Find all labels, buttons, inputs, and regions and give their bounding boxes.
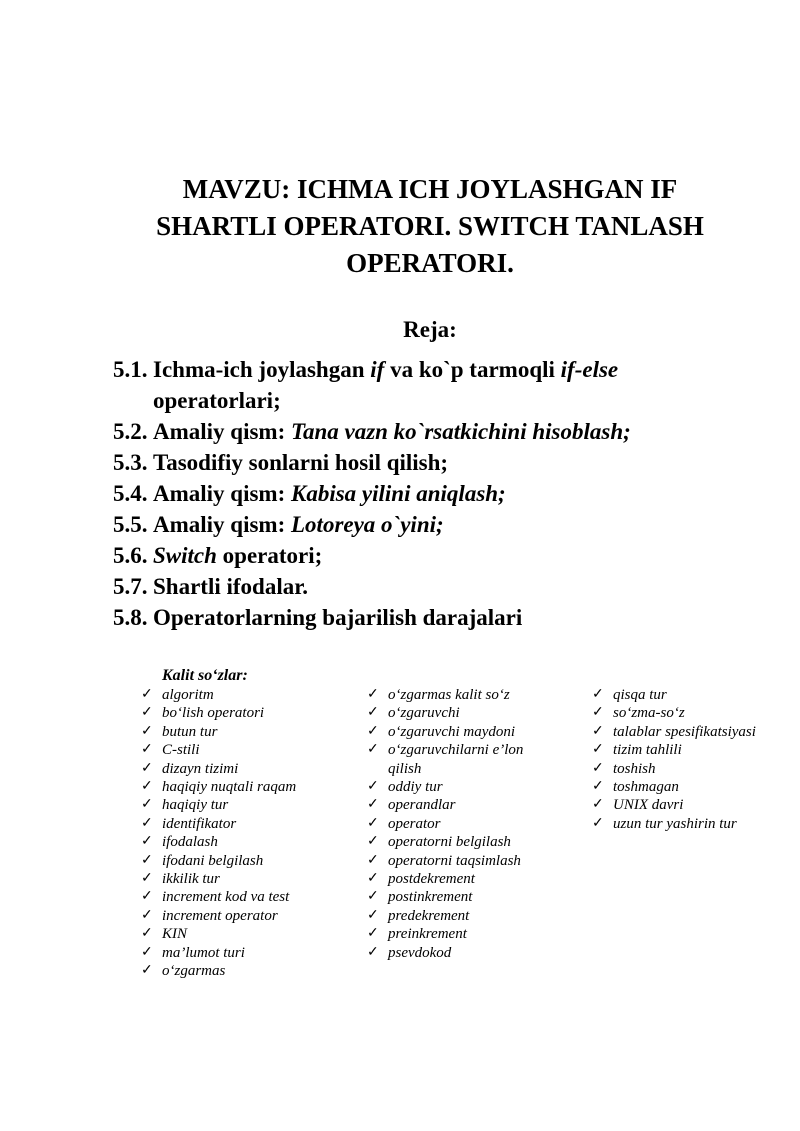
check-icon: ✓ [141,834,153,850]
plan-item-text [153,540,733,571]
check-icon: ✓ [592,815,604,831]
keyword-text: ifodani belgilash [162,852,264,869]
keyword-text: postinkrement [388,889,473,906]
plan-item-segment: Shartli ifodalar. [153,574,309,599]
keyword-text: o‘zgaruvchi maydoni [388,723,516,740]
plan-item-emphasis: Kabisa yilini aniqlash; [291,481,506,506]
plan-item-emphasis: if [370,357,385,382]
keyword-text: psevdokod [388,944,452,961]
check-icon: ✓ [141,705,153,721]
keyword-text: predekrement [388,907,470,924]
plan-item-text [153,509,733,540]
check-icon: ✓ [367,907,379,923]
plan-item [113,447,733,478]
plan-item-number: 5.7. [113,574,148,599]
keyword-item [138,760,308,778]
check-icon: ✓ [141,944,153,960]
plan-item-number: 5.5. [113,512,148,537]
plan-item-segment: Amaliy qism: [153,419,291,444]
plan-item-segment: operatori; [216,543,323,568]
check-icon: ✓ [367,687,379,702]
keyword-item [364,888,524,906]
check-icon: ✓ [367,723,379,739]
plan-item-emphasis: Lotoreya o`yini; [291,512,444,537]
check-icon: ✓ [592,760,604,776]
check-icon: ✓ [592,687,604,702]
keyword-item [364,815,524,833]
check-icon: ✓ [141,815,153,831]
keyword-item [364,778,524,796]
keyword-item [138,870,308,888]
plan-item [113,540,733,571]
plan-item-number: 5.8. [113,605,148,630]
keyword-item [589,741,759,759]
check-icon: ✓ [141,797,153,813]
plan-item [113,354,733,416]
keyword-text: increment kod va test [162,889,290,906]
keyword-text: operandlar [388,797,456,814]
keyword-text: o‘zgaruvchi [388,705,460,722]
check-icon: ✓ [141,926,153,942]
plan-item-segment: va ko`p tarmoqli [384,357,561,382]
keyword-text: so‘zma-so‘z [613,705,685,722]
keyword-item [364,944,524,962]
plan-item [113,416,733,447]
check-icon: ✓ [367,742,379,758]
keyword-text: algoritm [162,687,214,703]
check-icon: ✓ [592,705,604,721]
keyword-text: bo‘lish operatori [162,705,265,722]
keyword-text: uzun tur yashirin tur [613,815,737,832]
check-icon: ✓ [367,705,379,721]
keyword-text: preinkrement [388,926,467,943]
keyword-item [138,796,308,814]
check-icon: ✓ [141,760,153,776]
check-icon: ✓ [592,797,604,813]
check-icon: ✓ [367,871,379,887]
keyword-item [589,760,759,778]
keyword-item [138,723,308,741]
keyword-text: dizayn tizimi [162,760,239,777]
keyword-text: operator [388,815,441,832]
plan-item-segment: Amaliy qism: [153,481,291,506]
plan-item [113,478,733,509]
plan-item-text [153,478,733,509]
keyword-item [138,778,308,796]
plan-item [113,509,733,540]
check-icon: ✓ [592,723,604,739]
keyword-item [364,925,524,943]
check-icon: ✓ [141,852,153,868]
plan-item-number: 5.6. [113,543,148,568]
keyword-item [589,778,759,796]
check-icon: ✓ [367,779,379,795]
keyword-text: operatorni taqsimlash [388,852,521,869]
keywords-heading: Kalit so‘zlar: [162,667,248,684]
keyword-item [138,686,308,704]
keyword-item [138,833,308,851]
plan-item-number: 5.3. [113,450,148,475]
check-icon: ✓ [141,723,153,739]
keyword-item [138,741,308,759]
keyword-text: o‘zgarmas [162,963,226,980]
plan-item-segment: Operatorlarning bajarilish darajalari [153,605,523,630]
keyword-text: ifodalash [162,834,218,851]
keyword-item [364,833,524,851]
keyword-item [364,796,524,814]
keyword-text: toshish [613,760,656,777]
check-icon: ✓ [367,889,379,905]
keywords-column-2 [364,686,524,962]
check-icon: ✓ [141,907,153,923]
keyword-text: haqiqiy tur [162,797,229,814]
check-icon: ✓ [367,944,379,960]
keyword-text: qisqa tur [613,687,667,703]
keyword-text: o‘zgaruvchilarni e’lon qilish [388,742,524,777]
keyword-item [589,796,759,814]
plan-item-segment: Amaliy qism: [153,512,291,537]
keyword-item [364,741,524,778]
keyword-item [364,723,524,741]
keyword-item [138,704,308,722]
keyword-text: C-stili [162,742,200,759]
keyword-item [138,907,308,925]
keyword-text: increment operator [162,907,278,924]
keyword-text: identifikator [162,815,237,832]
keyword-item [589,815,759,833]
check-icon: ✓ [367,834,379,850]
keyword-text: ikkilik tur [162,871,220,888]
plan-item-text [153,571,733,602]
keyword-item [364,852,524,870]
keyword-item [138,815,308,833]
keyword-text: postdekrement [388,871,475,888]
plan-item-emphasis: if-else [560,357,619,382]
keyword-text: haqiqiy nuqtali raqam [162,779,297,796]
keyword-text: o‘zgarmas kalit so‘z [388,687,510,703]
keyword-item [364,870,524,888]
keyword-item [364,907,524,925]
keyword-text: tizim tahlili [613,742,682,759]
keyword-item [138,852,308,870]
plan-list [113,354,733,633]
plan-item [113,602,733,633]
keyword-item [138,925,308,943]
keyword-item [364,686,524,704]
plan-item-number: 5.2. [113,419,148,444]
keyword-item [589,723,759,741]
keyword-item [138,888,308,906]
keyword-text: butun tur [162,723,218,740]
check-icon: ✓ [141,889,153,905]
keyword-item [589,686,759,704]
check-icon: ✓ [367,797,379,813]
keyword-text: operatorni belgilash [388,834,511,851]
check-icon: ✓ [141,742,153,758]
keyword-text: talablar spesifikatsiyasi [613,723,756,740]
check-icon: ✓ [141,963,153,979]
plan-item-segment: Ichma-ich joylashgan [153,357,371,382]
plan-item [113,571,733,602]
plan-heading: Reja: [403,317,457,342]
check-icon: ✓ [141,687,153,702]
check-icon: ✓ [367,852,379,868]
page-title: MAVZU: ICHMA ICH JOYLASHGAN IF SHARTLI OPERATORI. SWITCH TANLASH OPERATORI. [156,174,704,278]
keyword-text: UNIX davri [613,797,684,814]
check-icon: ✓ [141,871,153,887]
plan-item-text [153,447,733,478]
keywords-column-1 [138,686,308,981]
check-icon: ✓ [592,742,604,758]
plan-item-text [153,602,733,633]
check-icon: ✓ [367,926,379,942]
keyword-text: KIN [162,926,188,943]
check-icon: ✓ [141,779,153,795]
plan-item-text [153,354,733,416]
keyword-item [589,704,759,722]
plan-item-number: 5.4. [113,481,148,506]
keyword-text: toshmagan [613,779,679,796]
plan-item-emphasis: Switch [153,543,217,568]
keyword-item [138,944,308,962]
check-icon: ✓ [592,779,604,795]
keywords-column-3 [589,686,759,833]
keyword-text: ma’lumot turi [162,944,245,961]
keyword-text: oddiy tur [388,779,443,796]
plan-item-segment: Tasodifiy sonlarni hosil qilish; [153,450,449,475]
plan-item-text [153,416,733,447]
plan-item-number: 5.1. [113,357,148,382]
plan-item-segment: operatorlari; [153,388,281,413]
plan-item-emphasis: Tana vazn ko`rsatkichini hisoblash; [291,419,631,444]
keyword-item [138,962,308,980]
check-icon: ✓ [367,815,379,831]
keyword-item [364,704,524,722]
